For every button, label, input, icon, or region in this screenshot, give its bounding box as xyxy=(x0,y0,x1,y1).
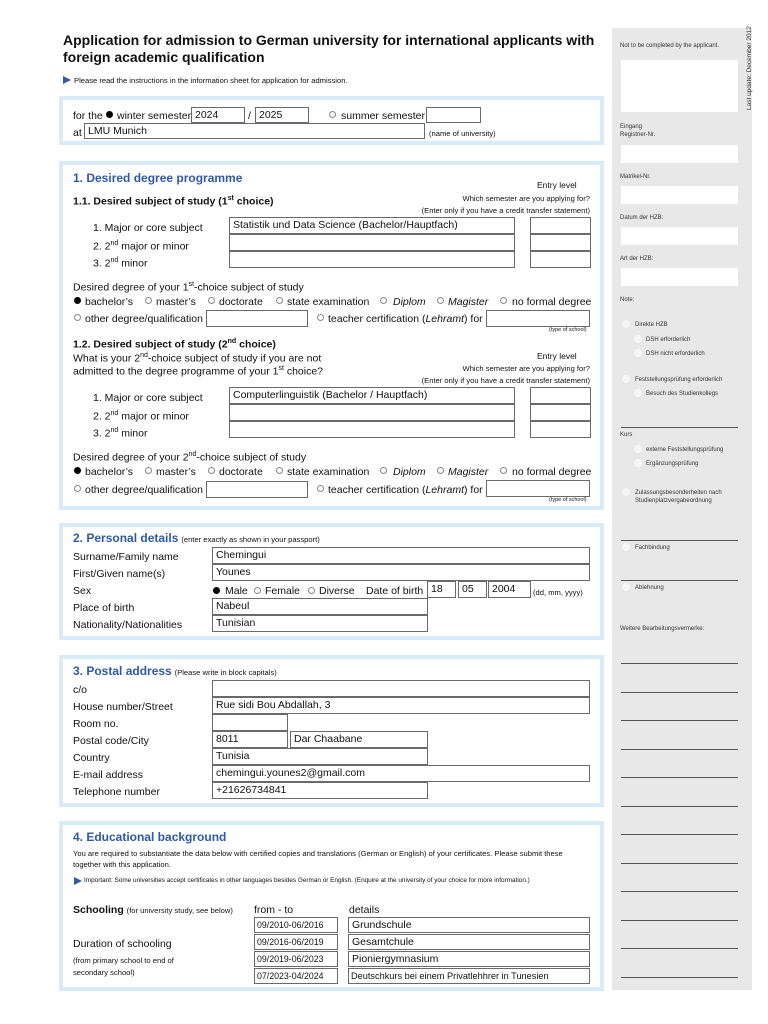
major1-label-2: 1. Major or core subject xyxy=(93,392,203,404)
choice2-question-line1: What is your 2nd-choice subject of study if you are not xyxy=(73,352,322,365)
primary-hint-line2: secondary school) xyxy=(73,968,135,977)
note-line[interactable] xyxy=(621,948,738,949)
entry-question: Which semester are you applying for? xyxy=(462,194,590,203)
ablehnung-radio[interactable] xyxy=(622,583,630,591)
fachbindung-line xyxy=(621,580,738,581)
dob-day-field[interactable]: 18 xyxy=(427,581,456,598)
telephone-label: Telephone number xyxy=(73,786,160,798)
deg2-master-label: master’s xyxy=(156,466,196,478)
deg2-noformal-label: no formal degree xyxy=(512,466,592,478)
deg1-doctorate-radio[interactable] xyxy=(208,297,215,304)
choice2-minor-entry-field[interactable] xyxy=(530,421,591,438)
deg1-master-radio[interactable] xyxy=(145,297,152,304)
sex-male-radio[interactable] xyxy=(213,587,220,594)
school-detail-1[interactable]: Grundschule xyxy=(348,917,590,933)
arrow-icon xyxy=(74,877,82,885)
entry-question-2: Which semester are you applying for? xyxy=(462,364,590,373)
primary-hint-line1: (from primary school to end of xyxy=(73,956,174,965)
school-detail-4[interactable]: Deutschkurs bei einem Privatlehhrer in Tunesien xyxy=(348,968,590,984)
dob-hint: (dd, mm, yyyy) xyxy=(533,588,583,597)
room-label: Room no. xyxy=(73,718,119,730)
choice1-major-entry-field[interactable] xyxy=(530,217,591,234)
kurs-label: Kurs xyxy=(620,432,633,438)
fachbindung-radio[interactable] xyxy=(622,543,630,551)
deg1-noformal-radio[interactable] xyxy=(500,297,507,304)
deg1-doctorate-label: doctorate xyxy=(219,296,263,308)
extern-label: externe Feststellungsprüfung xyxy=(646,447,724,453)
surname-label: Surname/Family name xyxy=(73,551,179,563)
note-line[interactable] xyxy=(621,777,738,778)
deg2-other-label: other degree/qualification xyxy=(85,484,203,496)
entry-level-label-2: Entry level xyxy=(537,351,577,361)
deg1-teacher-radio[interactable] xyxy=(317,314,324,321)
summer-semester-field[interactable] xyxy=(426,107,481,123)
deg2-school-field[interactable] xyxy=(486,480,590,497)
choice1-heading: 1.1. Desired subject of study (1st choice) xyxy=(73,195,274,208)
details-label: details xyxy=(349,904,380,916)
postal-code-field[interactable]: 8011 xyxy=(212,731,288,748)
direkte-label: Direkte HZB xyxy=(635,322,668,328)
deg2-magister-label: Magister xyxy=(448,466,489,478)
last-update-note: Last update: December 2012 xyxy=(746,26,753,110)
deg2-master-radio[interactable] xyxy=(145,467,152,474)
registrier-field[interactable] xyxy=(621,145,738,163)
deg1-other-field[interactable] xyxy=(206,310,308,327)
deg1-diplom-radio[interactable] xyxy=(380,297,387,304)
minor-label: 3. 2nd minor xyxy=(93,257,148,270)
section2-title: 2. Personal details (enter exactly as shown in your passport) xyxy=(73,531,320,545)
summer-semester-radio[interactable] xyxy=(329,111,336,118)
major2-label: 2. 2nd major or minor xyxy=(93,240,189,253)
note-line[interactable] xyxy=(621,920,738,921)
zulassung-radio[interactable] xyxy=(622,488,630,496)
sex-diverse-radio[interactable] xyxy=(308,587,315,594)
choice1-major-field[interactable]: Statistik und Data Science (Bachelor/Hauptfach) xyxy=(229,217,515,234)
weitere-label: Weitere Bearbeitungsvermerke: xyxy=(620,626,705,632)
fest-radio[interactable] xyxy=(622,375,630,383)
school-date-4[interactable]: 07/2023-04/2024 xyxy=(254,968,338,984)
university-hint: (name of university) xyxy=(429,129,496,138)
dsh-erforderlich-label: DSH erforderlich xyxy=(646,337,691,343)
deg1-teacher-label: teacher certification (Lehramt) for xyxy=(328,313,483,325)
deg1-school-field[interactable] xyxy=(486,310,590,327)
summer-semester-label: summer semester xyxy=(341,110,426,122)
major1-label: 1. Major or core subject xyxy=(93,222,203,234)
choice2-major-field[interactable]: Computerlinguistik (Bachelor / Hauptfach) xyxy=(229,387,515,404)
note-line[interactable] xyxy=(621,891,738,892)
dob-year-field[interactable]: 2004 xyxy=(488,581,531,598)
besuch-label: Besuch des Studienkollegs xyxy=(646,391,719,397)
dsh-erforderlich-radio[interactable] xyxy=(634,335,642,343)
minor-label-2: 3. 2nd minor xyxy=(93,427,148,440)
school-detail-3[interactable]: Pioniergymnasium xyxy=(348,951,590,967)
note-line[interactable] xyxy=(621,720,738,721)
street-label: House number/Street xyxy=(73,701,173,713)
eingang-label: Eingang xyxy=(620,124,643,130)
choice2-question-line2: admitted to the degree programme of your 1st choice? xyxy=(73,365,324,378)
choice2-major2-field[interactable] xyxy=(229,404,515,421)
deg2-magister-radio[interactable] xyxy=(437,467,444,474)
email-field[interactable]: chemingui.younes2@gmail.com xyxy=(212,765,590,782)
nationality-label: Nationality/Nationalities xyxy=(73,619,183,631)
section3-title: 3. Postal address (Please write in block capitals) xyxy=(73,664,277,678)
winter-semester-radio[interactable] xyxy=(106,111,113,118)
section4-text-line1: You are required to substantiate the data below with certified copies and translations (German or English) of your certificates. Please submit these xyxy=(73,849,563,858)
datum-hzb-label: Datum der HZB: xyxy=(620,215,664,221)
choice2-major2-entry-field[interactable] xyxy=(530,404,591,421)
pob-label: Place of birth xyxy=(73,602,135,614)
choice2-heading: 1.2. Desired subject of study (2nd choice) xyxy=(73,338,276,351)
entry-level-label: Entry level xyxy=(537,180,577,190)
deg1-school-hint: (type of school) xyxy=(549,327,587,333)
extern-radio[interactable] xyxy=(634,445,642,453)
university-field[interactable]: LMU Munich xyxy=(84,123,425,139)
choice2-minor-field[interactable] xyxy=(229,421,515,438)
registrier-label: Registrier-Nr. xyxy=(620,132,656,138)
ergaenz-label: Ergänzungsprüfung xyxy=(646,461,699,467)
city-field[interactable]: Dar Chaabane xyxy=(290,731,428,748)
first-name-label: First/Given name(s) xyxy=(73,568,166,580)
deg1-bachelor-label: bachelor’s xyxy=(85,296,134,308)
deg2-teacher-label: teacher certification (Lehramt) for xyxy=(328,484,483,496)
direkte-radio[interactable] xyxy=(622,320,630,328)
art-hzb-label: Art der HZB: xyxy=(620,256,654,262)
instructions-note: Please read the instructions in the information sheet for application for admission. xyxy=(74,76,348,85)
sex-female-label: Female xyxy=(265,585,301,597)
zulassung-label-2: Studienplatzvergabeordnung xyxy=(635,498,712,504)
co-label: c/o xyxy=(73,684,88,696)
pob-field[interactable]: Nabeul xyxy=(212,598,428,615)
choice2-major-entry-field[interactable] xyxy=(530,387,591,404)
dsh-nicht-label: DSH nicht erforderlich xyxy=(646,351,705,357)
deg1-noformal-label: no formal degree xyxy=(512,296,592,308)
fest-label: Feststellungsprüfung erforderlich xyxy=(635,377,723,383)
major2-label-2: 2. 2nd major or minor xyxy=(93,410,189,423)
office-use-sidebar xyxy=(612,28,752,990)
sex-diverse-label: Diverse xyxy=(319,585,355,597)
zulassung-line xyxy=(621,540,738,541)
schooling-label: Schooling (for university study, see below) xyxy=(73,904,233,916)
deg2-state-radio[interactable] xyxy=(276,467,283,474)
street-field[interactable]: Rue sidi Bou Abdallah, 3 xyxy=(212,697,590,714)
note-line[interactable] xyxy=(621,806,738,807)
deg1-master-label: master’s xyxy=(156,296,196,308)
nationality-field[interactable]: Tunisian xyxy=(212,615,428,632)
note-line[interactable] xyxy=(621,749,738,750)
deg2-noformal-radio[interactable] xyxy=(500,467,507,474)
note-line[interactable] xyxy=(621,834,738,835)
note-label: Note: xyxy=(620,297,635,303)
winter-semester-label: winter semester xyxy=(117,110,192,122)
deg1-state-label: state examination xyxy=(287,296,370,308)
year-slash: / xyxy=(248,110,251,122)
note-line[interactable] xyxy=(621,863,738,864)
deg2-bachelor-label: bachelor’s xyxy=(85,466,134,478)
not-completed-note: Not to be completed by the applicant. xyxy=(620,43,720,49)
form-title-line2: foreign academic qualification xyxy=(63,49,265,65)
dob-month-field[interactable]: 05 xyxy=(458,581,487,598)
email-label: E-mail address xyxy=(73,769,144,781)
deg2-other-field[interactable] xyxy=(206,481,308,498)
arrow-icon xyxy=(63,76,71,84)
dob-label: Date of birth xyxy=(366,585,424,597)
deg1-bachelor-radio[interactable] xyxy=(74,297,81,304)
fachbindung-label: Fachbindung xyxy=(635,545,670,551)
sex-label: Sex xyxy=(73,585,92,597)
postal-city-label: Postal code/City xyxy=(73,735,149,747)
matrikel-field[interactable] xyxy=(621,186,738,204)
note-line[interactable] xyxy=(621,663,738,664)
form-title-line1: Application for admission to German university for international applicants with xyxy=(63,32,595,48)
deg2-teacher-radio[interactable] xyxy=(317,485,324,492)
sex-male-label: Male xyxy=(225,585,248,597)
degree1-label: Desired degree of your 1st-choice subject of study xyxy=(73,281,304,294)
deg2-state-label: state examination xyxy=(287,466,370,478)
section4-title: 4. Educational background xyxy=(73,830,227,844)
deg2-diplom-radio[interactable] xyxy=(380,467,387,474)
dsh-nicht-radio[interactable] xyxy=(634,349,642,357)
matrikel-label: Matrikel-Nr. xyxy=(620,174,651,180)
entry-note-2: (Enter only if you have a credit transfer statement) xyxy=(421,376,590,385)
deg2-doctorate-radio[interactable] xyxy=(208,467,215,474)
from-to-label: from - to xyxy=(254,904,294,916)
entry-note: (Enter only if you have a credit transfer statement) xyxy=(421,206,590,215)
choice1-minor-entry-field[interactable] xyxy=(530,251,591,268)
deg1-other-radio[interactable] xyxy=(74,314,81,321)
ablehnung-label: Ablehnung xyxy=(635,585,664,591)
co-field[interactable] xyxy=(212,680,590,697)
choice1-minor-field[interactable] xyxy=(229,251,515,268)
note-line[interactable] xyxy=(621,692,738,693)
for-the-label: for the xyxy=(73,110,103,122)
school-detail-2[interactable]: Gesamtchule xyxy=(348,934,590,950)
school-date-2[interactable]: 09/2016-06/2019 xyxy=(254,934,338,950)
at-label: at xyxy=(73,127,82,139)
art-hzb-field[interactable] xyxy=(621,268,738,286)
besuch-radio[interactable] xyxy=(634,389,642,397)
section1-title: 1. Desired degree programme xyxy=(73,171,243,185)
deg2-other-radio[interactable] xyxy=(74,485,81,492)
deg1-magister-label: Magister xyxy=(448,296,489,308)
important-note: Important: Some universities accept certificates in other languages besides German or English. (Enquire at the university of your choice for more information.) xyxy=(84,877,530,884)
surname-field[interactable]: Chemingui xyxy=(212,547,590,564)
deg2-school-hint: (type of school) xyxy=(549,497,587,503)
deg1-other-label: other degree/qualification xyxy=(85,313,203,325)
degree2-label: Desired degree of your 2nd-choice subject of study xyxy=(73,451,307,464)
zulassung-label-1: Zulassungsbesonderheiten nach xyxy=(635,490,722,496)
datum-hzb-field[interactable] xyxy=(621,227,738,245)
school-date-3[interactable]: 09/2019-06/2023 xyxy=(254,951,338,967)
first-name-field[interactable]: Younes xyxy=(212,564,590,581)
deg1-diplom-label: Diplom xyxy=(393,296,426,308)
sex-female-radio[interactable] xyxy=(254,587,261,594)
deg1-state-radio[interactable] xyxy=(276,297,283,304)
note-line[interactable] xyxy=(621,977,738,978)
school-date-1[interactable]: 09/2010-06/2016 xyxy=(254,917,338,933)
country-field[interactable]: Tunisia xyxy=(212,748,428,765)
room-field[interactable] xyxy=(212,714,288,731)
choice1-major2-field[interactable] xyxy=(229,234,515,251)
country-label: Country xyxy=(73,752,110,764)
duration-label: Duration of schooling xyxy=(73,938,172,950)
deg2-doctorate-label: doctorate xyxy=(219,466,263,478)
section4-text-line2: together with this application. xyxy=(73,860,171,869)
deg2-bachelor-radio[interactable] xyxy=(74,467,81,474)
telephone-field[interactable]: +21626734841 xyxy=(212,782,428,799)
ergaenz-radio[interactable] xyxy=(634,459,642,467)
year-start-field[interactable]: 2024 xyxy=(191,107,245,123)
kurs-line xyxy=(621,427,738,428)
deg1-magister-radio[interactable] xyxy=(437,297,444,304)
office-stamp-field[interactable] xyxy=(621,60,738,112)
choice1-major2-entry-field[interactable] xyxy=(530,234,591,251)
year-end-field[interactable]: 2025 xyxy=(255,107,309,123)
deg2-diplom-label: Diplom xyxy=(393,466,426,478)
